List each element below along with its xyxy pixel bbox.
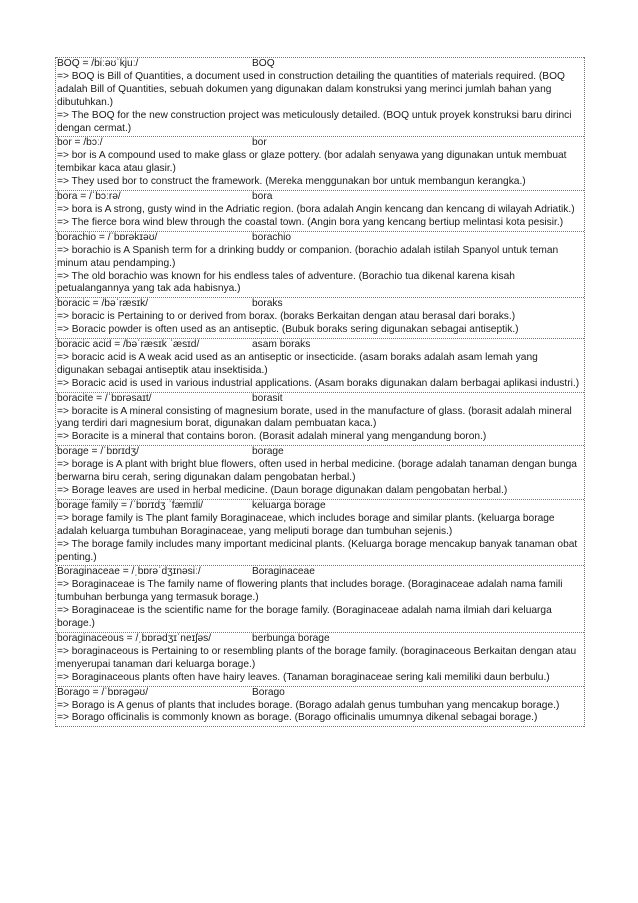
- glossary-entry: [56, 565, 584, 632]
- term-example: => Boracic powder is often used as an antiseptic. (Bubuk boraks sering digunakan sebagai antiseptik.): [57, 324, 519, 336]
- term-definition: => borage family is The plant family Boraginaceae, which includes borage and similar plants. (keluarga borage adalah keluarga tumbuhan Boraginaceae, yang meliputi borage dan tumbuhan sejenis.): [57, 512, 555, 537]
- glossary-entry: [56, 338, 584, 392]
- term-translation: boraks: [252, 298, 283, 310]
- glossary-entry: [56, 231, 584, 298]
- term-example: => The fierce bora wind blew through the coastal town. (Angin bora yang kencang bertiup melintasi kota pesisir.): [57, 216, 564, 228]
- term-translation: borasit: [252, 392, 283, 404]
- term-pronunciation: bora = /ˈbɔːrə/: [57, 191, 121, 203]
- term-definition: => boracic acid is A weak acid used as an antiseptic or insecticide. (asam boraks adalah asam lemah yang digunakan sebagai antiseptik atau insektisida.): [57, 351, 538, 376]
- term-definition: => BOQ is Bill of Quantities, a document used in construction detailing the quantities of materials required. (BOQ adalah Bill of Quantities, sebuah dokumen yang digunakan dalam konstruksi yang merinci jumlah bahan yang dibutuhkan.): [57, 70, 565, 108]
- term-pronunciation: bor = /bɔː/: [57, 137, 103, 149]
- term-definition: => bora is A strong, gusty wind in the Adriatic region. (bora adalah Angin kencang dan kencang di wilayah Adriatik.): [57, 203, 575, 215]
- term-example: => Borage leaves are used in herbal medicine. (Daun borage digunakan dalam pengobatan herbal.): [57, 485, 508, 496]
- term-translation: bor: [252, 137, 267, 149]
- term-example: => Boracic acid is used in various industrial applications. (Asam boraks digunakan dalam berbagai aplikasi industri.): [57, 377, 580, 389]
- term-definition: => Boraginaceae is The family name of flowering plants that includes borage. (Boraginaceae adalah nama famili tumbuhan berbunga yang termasuk borage.): [57, 579, 563, 604]
- term-example: => Boraginaceous plants often have hairy leaves. (Tanaman boraginaceae sering kali memiliki daun berbulu.): [57, 671, 550, 683]
- term-pronunciation: boracite = /ˈbɒrəsaɪt/: [57, 392, 152, 404]
- term-definition: => bor is A compound used to make glass or glaze pottery. (bor adalah senyawa yang digunakan untuk membuat tembikar kaca atau glasir.): [57, 150, 567, 175]
- glossary-entry: [56, 392, 584, 446]
- term-definition: => borachio is A Spanish term for a drinking buddy or companion. (borachio adalah istilah Spanyol untuk teman minum atau pendamping.): [57, 244, 559, 269]
- term-pronunciation: Borago = /ˈbɒrəɡəʊ/: [57, 686, 149, 698]
- glossary-entries: [55, 57, 585, 727]
- glossary-entry: [56, 136, 584, 190]
- term-example: => The BOQ for the new construction project was meticulously detailed. (BOQ untuk proyek konstruksi baru dirinci dengan cermat.): [57, 109, 572, 134]
- term-translation: berbunga borage: [252, 632, 330, 644]
- glossary-entry: [56, 445, 584, 499]
- term-pronunciation: boracic acid = /bəˈræsɪk ˈæsɪd/: [57, 339, 200, 351]
- term-translation: bora: [252, 191, 273, 203]
- term-translation: asam boraks: [252, 339, 311, 351]
- term-pronunciation: Boraginaceae = /ˌbɒrəˈdʒɪnəsiː/: [57, 566, 201, 578]
- glossary-entry: [56, 632, 584, 686]
- term-definition: => borage is A plant with bright blue flowers, often used in herbal medicine. (borage adalah tanaman dengan bunga berwarna biru cerah, sering digunakan dalam pengobatan herbal.): [57, 459, 577, 484]
- term-definition: => boracic is Pertaining to or derived from borax. (boraks Berkaitan dengan atau berasal dari boraks.): [57, 311, 516, 323]
- term-example: => Boraginaceae is the scientific name for the borage family. (Boraginaceae adalah nama ilmiah dari keluarga borage.): [57, 605, 552, 630]
- term-example: => The borage family includes many important medicinal plants. (Keluarga borage mencakup banyak tanaman obat penting.): [57, 538, 578, 563]
- term-pronunciation: boraginaceous = /ˌbɒrədʒɪˈneɪʃəs/: [57, 632, 212, 644]
- term-translation: keluarga borage: [252, 499, 326, 511]
- term-definition: => Borago is A genus of plants that includes borage. (Borago adalah genus tumbuhan yang mencakup borage.): [57, 699, 560, 711]
- glossary-entry: [56, 297, 584, 338]
- term-pronunciation: boracic = /bəˈræsɪk/: [57, 298, 149, 310]
- term-example: => They used bor to construct the framework. (Mereka menggunakan bor untuk membangun kerangka.): [57, 176, 526, 188]
- term-pronunciation: borage family = /ˈbɒrɪdʒ ˈfæmɪli/: [57, 499, 204, 511]
- term-example: => Borago officinalis is commonly known as borage. (Borago officinalis umumnya dikenal sebagai borage.): [57, 712, 538, 724]
- term-definition: => boracite is A mineral consisting of magnesium borate, used in the manufacture of glass. (borasit adalah mineral yang terdiri dari magnesium borat, digunakan dalam pembuatan kaca.): [57, 405, 572, 430]
- term-pronunciation: BOQ = /biːəʊˈkjuː/: [57, 58, 139, 69]
- term-example: => The old borachio was known for his endless tales of adventure. (Borachio tua dikenal karena kisah petualangannya yang tak ada habisnya.): [57, 270, 515, 295]
- term-translation: Borago: [252, 686, 285, 698]
- term-translation: Boraginaceae: [252, 566, 315, 578]
- glossary-entry: [56, 499, 584, 566]
- term-pronunciation: borachio = /ˈbɒrəkɪəʊ/: [57, 231, 158, 243]
- term-definition: => boraginaceous is Pertaining to or resembling plants of the borage family. (boraginaceous Berkaitan dengan atau menyerupai tanaman dari keluarga borage.): [57, 645, 577, 670]
- glossary-entry: [56, 686, 584, 728]
- term-translation: BOQ: [252, 58, 275, 69]
- term-translation: borage: [252, 446, 284, 458]
- term-pronunciation: borage = /ˈbɒrɪdʒ/: [57, 446, 139, 458]
- term-translation: borachio: [252, 231, 292, 243]
- glossary-entry: [56, 190, 584, 231]
- glossary-entry: [56, 57, 584, 136]
- term-example: => Boracite is a mineral that contains boron. (Borasit adalah mineral yang mengandung boron.): [57, 431, 487, 443]
